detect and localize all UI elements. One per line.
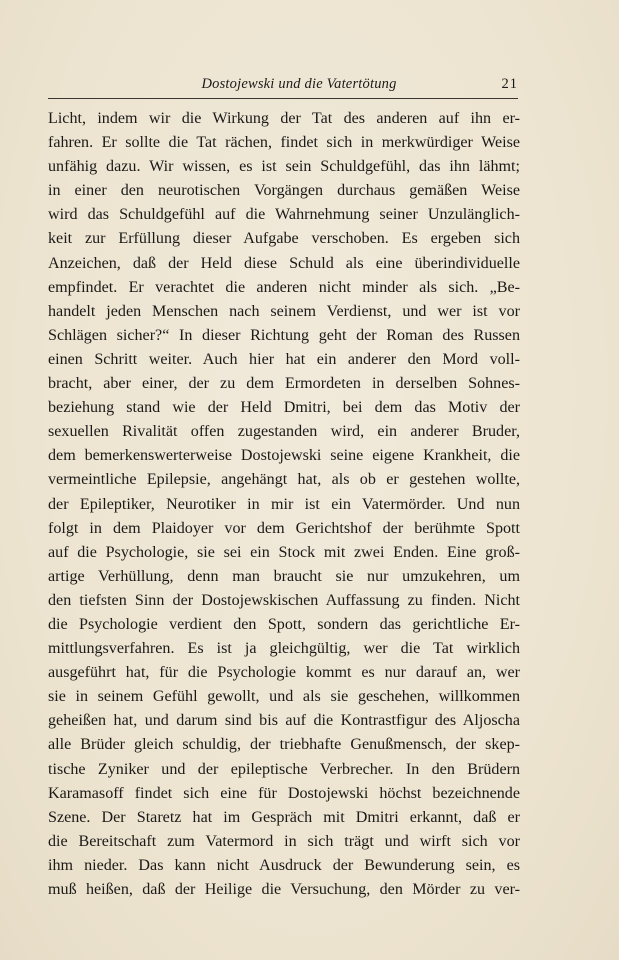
text-line: sie in seinem Gefühl gewollt, und als sie geschehen, willkommen [48, 688, 520, 706]
header-rule [48, 98, 518, 99]
body-text [48, 107, 520, 902]
text-line: den tiefsten Sinn der Dostojewskischen Auffassung zu finden. Nicht [48, 591, 520, 609]
text-line: geheißen hat, und darum sind bis auf die Kontrastfigur des Aljoscha [48, 712, 520, 730]
text-line: die Psychologie verdient den Spott, sondern das gerichtliche Er- [48, 615, 520, 633]
text-line: bracht, aber einer, der zu dem Ermordeten in derselben Sohnes- [48, 375, 520, 393]
text-line: der Epileptiker, Neurotiker in mir ist ein Vatermörder. Und nun [48, 495, 520, 513]
text-line: artige Verhüllung, denn man braucht sie nur umzukehren, um [48, 567, 520, 585]
text-line: fahren. Er sollte die Tat rächen, findet sich in merkwürdiger Weise [48, 134, 520, 152]
text-line: vermeintliche Epilepsie, angehängt hat, als ob er gestehen wollte, [48, 471, 520, 489]
text-line: muß heißen, daß der Heilige die Versuchung, den Mörder zu ver- [48, 881, 520, 898]
text-line: Anzeichen, daß der Held diese Schuld als eine überindividuelle [48, 254, 520, 272]
text-line: Szene. Der Staretz hat im Gespräch mit Dmitri erkannt, daß er [48, 808, 520, 826]
text-line: dem bemerkenswerterweise Dostojewski seine eigene Krankheit, die [48, 447, 520, 465]
running-header [48, 76, 518, 98]
text-line: keit zur Erfüllung dieser Aufgabe verschoben. Es ergeben sich [48, 230, 520, 248]
text-line: sexuellen Rivalität offen zugestanden wird, ein anderer Bruder, [48, 423, 520, 441]
text-line: Karamasoff findet sich eine für Dostojewski höchst bezeichnende [48, 784, 520, 802]
text-line: beziehung stand wie der Held Dmitri, bei dem das Motiv der [48, 399, 520, 417]
text-line: unfähig dazu. Wir wissen, es ist sein Schuldgefühl, das ihn lähmt; [48, 158, 520, 176]
text-line: in einer den neurotischen Vorgängen durchaus gemäßen Weise [48, 182, 520, 200]
text-line: auf die Psychologie, sie sei ein Stock mit zwei Enden. Eine groß- [48, 543, 520, 561]
text-line: folgt in dem Plaidoyer vor dem Gerichtshof der berühmte Spott [48, 519, 520, 537]
text-line: die Bereitschaft zum Vatermord in sich trägt und wirft sich vor [48, 832, 520, 850]
running-title: Dostojewski und die Vatertötung [201, 76, 397, 92]
text-line: wird das Schuldgefühl auf die Wahrnehmung seiner Unzulänglich- [48, 206, 520, 224]
text-line: handelt jeden Menschen nach seinem Verdienst, und wer ist vor [48, 302, 520, 320]
text-line: mittlungsverfahren. Es ist ja gleichgültig, wer die Tat wirklich [48, 640, 520, 658]
text-line: ausgeführt hat, für die Psychologie kommt es nur darauf an, wer [48, 664, 520, 682]
text-line: einen Schritt weiter. Auch hier hat ein anderer den Mord voll- [48, 350, 520, 368]
text-line: tische Zyniker und der epileptische Verbrecher. In den Brüdern [48, 760, 520, 778]
page-number: 21 [501, 76, 518, 92]
text-line: ihm nieder. Das kann nicht Ausdruck der Bewunderung sein, es [48, 856, 520, 874]
text-line: empfindet. Er verachtet die anderen nicht minder als sich. „Be- [48, 278, 520, 296]
text-line: Licht, indem wir die Wirkung der Tat des anderen auf ihn er- [48, 110, 520, 127]
text-line: alle Brüder gleich schuldig, der triebhafte Genußmensch, der skep- [48, 736, 520, 754]
text-line: Schlägen sicher?“ In dieser Richtung geht der Roman des Russen [48, 326, 520, 344]
